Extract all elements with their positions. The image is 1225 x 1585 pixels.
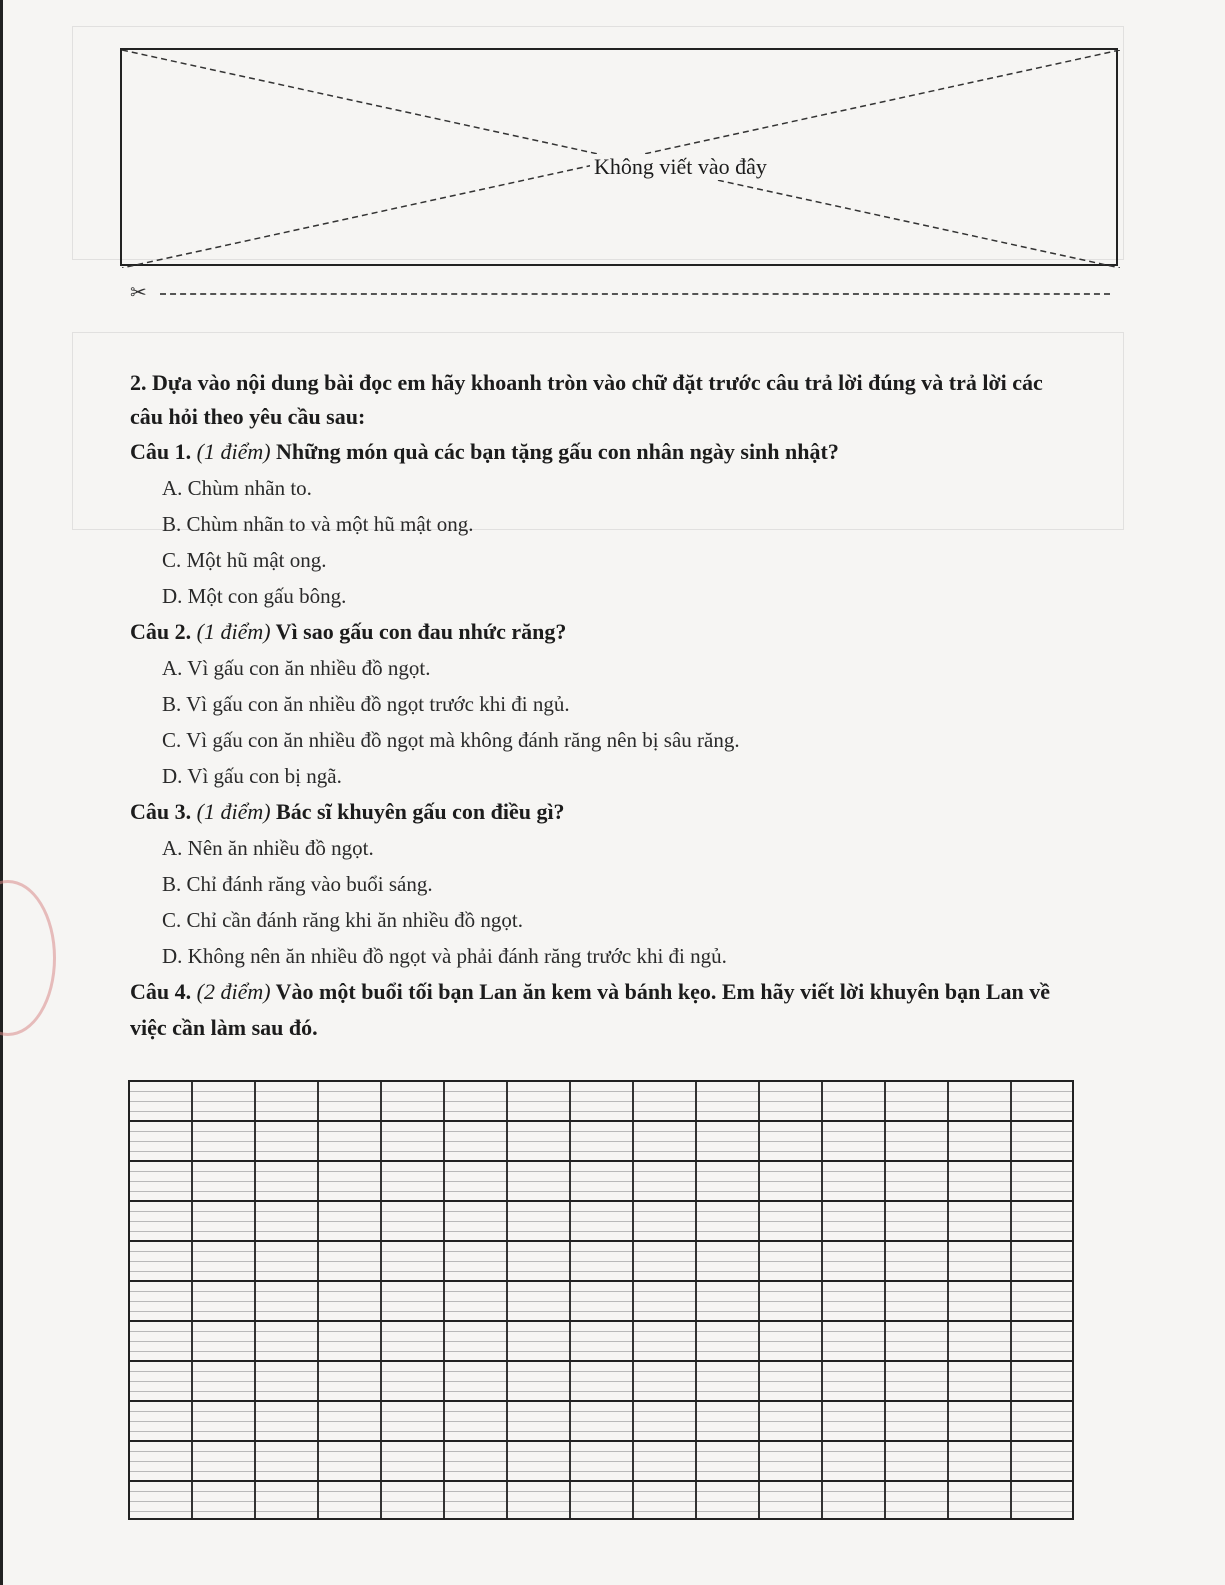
grid-line bbox=[130, 1400, 1072, 1402]
section-instruction: 2. Dựa vào nội dung bài đọc em hãy khoanh tròn vào chữ đặt trước câu trả lời đúng và trả lời các câu hỏi theo yêu cầu sau: bbox=[130, 370, 1043, 429]
no-write-box bbox=[120, 48, 1118, 266]
grid-line bbox=[130, 1440, 1072, 1442]
grid-line bbox=[130, 1240, 1072, 1242]
option-a[interactable]: A. Nên ăn nhiều đồ ngọt. bbox=[162, 836, 374, 860]
cut-line bbox=[130, 284, 1110, 302]
option-a[interactable]: A. Vì gấu con ăn nhiều đồ ngọt. bbox=[162, 656, 431, 680]
question-2 bbox=[130, 614, 1070, 794]
option-d[interactable]: D. Không nên ăn nhiều đồ ngọt và phải đánh răng trước khi đi ngủ. bbox=[162, 944, 727, 968]
no-write-label: Không viết vào đây bbox=[590, 154, 771, 180]
grid-line bbox=[130, 1160, 1072, 1162]
questions-section bbox=[130, 366, 1070, 1046]
question-1 bbox=[130, 434, 1070, 614]
dashed-line bbox=[160, 293, 1110, 295]
question-text: Vì sao gấu con đau nhức răng? bbox=[275, 619, 567, 644]
question-3 bbox=[130, 794, 1070, 974]
option-a[interactable]: A. Chùm nhãn to. bbox=[162, 476, 312, 500]
page-edge bbox=[0, 0, 3, 1585]
grid-line bbox=[130, 1360, 1072, 1362]
question-title bbox=[130, 434, 1070, 470]
grid-line bbox=[130, 1200, 1072, 1202]
option-b[interactable]: B. Chùm nhãn to và một hũ mật ong. bbox=[162, 512, 474, 536]
question-4 bbox=[130, 974, 1070, 1046]
question-text: Bác sĩ khuyên gấu con điều gì? bbox=[276, 799, 565, 824]
grid-line bbox=[130, 1120, 1072, 1122]
question-title bbox=[130, 974, 1070, 1046]
option-c[interactable]: C. Vì gấu con ăn nhiều đồ ngọt mà không đánh răng nên bị sâu răng. bbox=[162, 728, 740, 752]
answer-writing-grid[interactable] bbox=[128, 1080, 1074, 1520]
option-c[interactable]: C. Chỉ cần đánh răng khi ăn nhiều đồ ngọt. bbox=[162, 908, 524, 932]
question-points: (1 điểm) bbox=[196, 799, 271, 824]
grid-line bbox=[130, 1280, 1072, 1282]
question-points: (2 điểm) bbox=[196, 979, 271, 1004]
question-points: (1 điểm) bbox=[196, 619, 271, 644]
question-title bbox=[130, 794, 1070, 830]
red-stamp bbox=[0, 880, 56, 1036]
question-text: Vào một buổi tối bạn Lan ăn kem và bánh kẹo. Em hãy viết lời khuyên bạn Lan về việc cần làm sau đó. bbox=[130, 979, 1051, 1040]
question-number: Câu 4. bbox=[130, 979, 192, 1004]
option-b[interactable]: B. Vì gấu con ăn nhiều đồ ngọt trước khi đi ngủ. bbox=[162, 692, 570, 716]
question-number: Câu 2. bbox=[130, 619, 192, 644]
grid-line bbox=[130, 1320, 1072, 1322]
option-d[interactable]: D. Vì gấu con bị ngã. bbox=[162, 764, 342, 788]
question-number: Câu 3. bbox=[130, 799, 192, 824]
question-points: (1 điểm) bbox=[196, 439, 271, 464]
question-text: Những món quà các bạn tặng gấu con nhân ngày sinh nhật? bbox=[276, 439, 839, 464]
scissors-icon: ✂ bbox=[130, 282, 147, 304]
question-title bbox=[130, 614, 1070, 650]
question-number: Câu 1. bbox=[130, 439, 192, 464]
option-b[interactable]: B. Chỉ đánh răng vào buổi sáng. bbox=[162, 872, 433, 896]
option-d[interactable]: D. Một con gấu bông. bbox=[162, 584, 347, 608]
grid-line bbox=[130, 1480, 1072, 1482]
option-c[interactable]: C. Một hũ mật ong. bbox=[162, 548, 327, 572]
